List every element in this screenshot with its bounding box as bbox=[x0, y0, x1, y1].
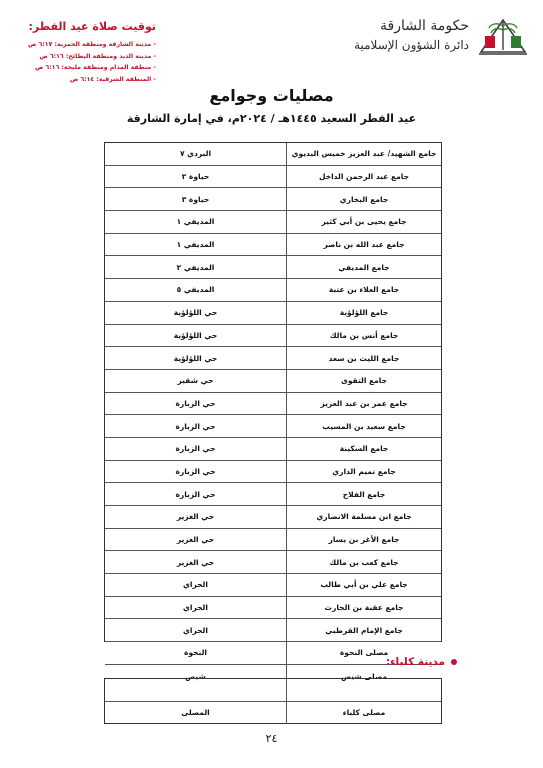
sharjah-emblem-icon bbox=[475, 12, 531, 60]
table-row bbox=[105, 393, 441, 416]
area-cell: حي الزبارة bbox=[105, 393, 286, 416]
area-cell: الحراي bbox=[105, 597, 286, 620]
mosque-name-cell: جامع عمر بن عبد العزيز bbox=[286, 393, 441, 416]
government-brand bbox=[331, 12, 531, 60]
mosque-name-cell: جامع الليث بن سعد bbox=[286, 347, 441, 370]
table-row bbox=[105, 188, 441, 211]
area-cell: المديفي ٥ bbox=[105, 279, 286, 302]
area-cell: حي الزبارة bbox=[105, 415, 286, 438]
timing-line: - المنطقة الشرقية: ٦:١٤ ص bbox=[69, 75, 156, 83]
table-row bbox=[105, 370, 441, 393]
area-cell: حي الغزير bbox=[105, 506, 286, 529]
section-label: مدينة كلباء: bbox=[385, 656, 445, 668]
area-cell: حي الزبارة bbox=[105, 438, 286, 461]
table-row bbox=[105, 211, 441, 234]
table-row bbox=[105, 574, 441, 597]
mosque-name-cell: جامع الأغر بن يسار bbox=[286, 529, 441, 552]
area-cell bbox=[105, 679, 286, 702]
table-row bbox=[105, 551, 441, 574]
area-cell: حي الغزير bbox=[105, 529, 286, 552]
mosque-name-cell bbox=[286, 679, 441, 702]
department-name: دائرة الشؤون الإسلامية bbox=[354, 38, 469, 52]
prayer-timing-box bbox=[6, 20, 156, 85]
mosque-name-cell: جامع التقوى bbox=[286, 370, 441, 393]
area-cell: شيص bbox=[185, 671, 206, 681]
page-subtitle: عيد الفطر السعيد ١٤٤٥هـ / ٢٠٢٤م، في إمارة الشارقة bbox=[126, 112, 417, 125]
page-number: ٢٤ bbox=[265, 732, 278, 745]
table-row bbox=[105, 302, 441, 325]
table-row bbox=[105, 415, 441, 438]
mosque-name-cell: جامع الشهيد/ عبد العزيز خميس البديوي bbox=[286, 143, 441, 166]
mosque-name-cell: جامع المديفي bbox=[286, 256, 441, 279]
area-cell: حي اللؤلؤية bbox=[105, 302, 286, 325]
mosque-name-cell: جامع الإمام القرطبي bbox=[286, 619, 441, 642]
timing-title: توقيت صلاة عيد الفطر: bbox=[28, 20, 156, 33]
mosque-name-cell: جامع عبد الرحمن الداخل bbox=[286, 166, 441, 189]
timing-line: - مدينة الشارقة ومنطقة الحمرية: ٦:١٧ ص bbox=[28, 41, 156, 48]
mosque-name-cell: جامع البخاري bbox=[286, 188, 441, 211]
table-row bbox=[105, 143, 441, 166]
area-cell: المديفي ١ bbox=[105, 211, 286, 234]
area-cell: حياوة ٣ bbox=[105, 188, 286, 211]
mosque-name-cell: جامع عبد الله بن ناصر bbox=[286, 234, 441, 257]
mosque-name-cell: جامع السكينة bbox=[286, 438, 441, 461]
mosque-name-cell: مصلى النحوة bbox=[286, 642, 441, 665]
mosque-name-cell: جامع علي بن أبي طالب bbox=[286, 574, 441, 597]
area-cell: الحراي bbox=[105, 574, 286, 597]
area-cell: حي الغزير bbox=[105, 551, 286, 574]
area-cell: حي اللؤلؤية bbox=[105, 325, 286, 348]
area-cell: حي اللؤلؤية bbox=[105, 347, 286, 370]
table-row bbox=[105, 529, 441, 552]
page-title: مصليات وجوامع bbox=[209, 86, 334, 105]
area-cell: الحراي bbox=[105, 619, 286, 642]
table-row bbox=[105, 483, 441, 506]
mosque-name-cell: جامع أنس بن مالك bbox=[286, 325, 441, 348]
table-row bbox=[105, 279, 441, 302]
table-row bbox=[105, 702, 441, 725]
mosque-name-cell: جامع سعيد بن المسيب bbox=[286, 415, 441, 438]
mosque-name-cell: مصلى شيص bbox=[286, 665, 441, 688]
bullet-icon bbox=[451, 659, 457, 665]
area-cell: المديفي ٢ bbox=[105, 256, 286, 279]
table-row bbox=[105, 506, 441, 529]
timing-line: - منطقة المدام ومنطقة مليحة: ٦:١٦ ص bbox=[34, 64, 156, 71]
table-row bbox=[105, 619, 441, 642]
area-cell: المديفي ١ bbox=[105, 234, 286, 257]
mosque-name-cell: جامع كعب بن مالك bbox=[286, 551, 441, 574]
table-row bbox=[105, 256, 441, 279]
mosque-name-cell: مصلى كلباء bbox=[286, 702, 441, 725]
area-cell: البردي ٧ bbox=[105, 143, 286, 166]
mosque-name-cell: جامع اللؤلؤية bbox=[286, 302, 441, 325]
table-row bbox=[105, 234, 441, 257]
area-cell: حي الزبارة bbox=[105, 483, 286, 506]
mosque-name-cell: جامع عقبة بن الحارث bbox=[286, 597, 441, 620]
table-row bbox=[105, 679, 441, 702]
mosque-name-cell: جامع الفلاح bbox=[286, 483, 441, 506]
table-row bbox=[105, 461, 441, 484]
mosque-name-cell: جامع العلاء بن عتبة bbox=[286, 279, 441, 302]
kalba-table bbox=[104, 678, 442, 724]
mosque-name-cell: جامع تميم الداري bbox=[286, 461, 441, 484]
mosque-name-cell: جامع يحيى بن أبي كثير bbox=[286, 211, 441, 234]
table-row bbox=[105, 438, 441, 461]
table-row bbox=[105, 347, 441, 370]
area-cell: المصلى bbox=[181, 708, 210, 718]
area-cell: حي الزبارة bbox=[105, 461, 286, 484]
table-row bbox=[105, 166, 441, 189]
table-row bbox=[105, 325, 441, 348]
government-name: حكومة الشارقة bbox=[380, 18, 469, 34]
timing-line: - مدينة الذيد ومنطقة البطائح: ٦:١٦ ص bbox=[39, 52, 156, 60]
mosque-name-cell: جامع ابن مسلمة الانصاري bbox=[286, 506, 441, 529]
area-cell: حياوة ٢ bbox=[105, 166, 286, 189]
area-cell: النحوة bbox=[105, 642, 286, 665]
area-cell: حي شقير bbox=[105, 370, 286, 393]
table-row bbox=[105, 597, 441, 620]
section-heading-kalba bbox=[386, 656, 457, 668]
